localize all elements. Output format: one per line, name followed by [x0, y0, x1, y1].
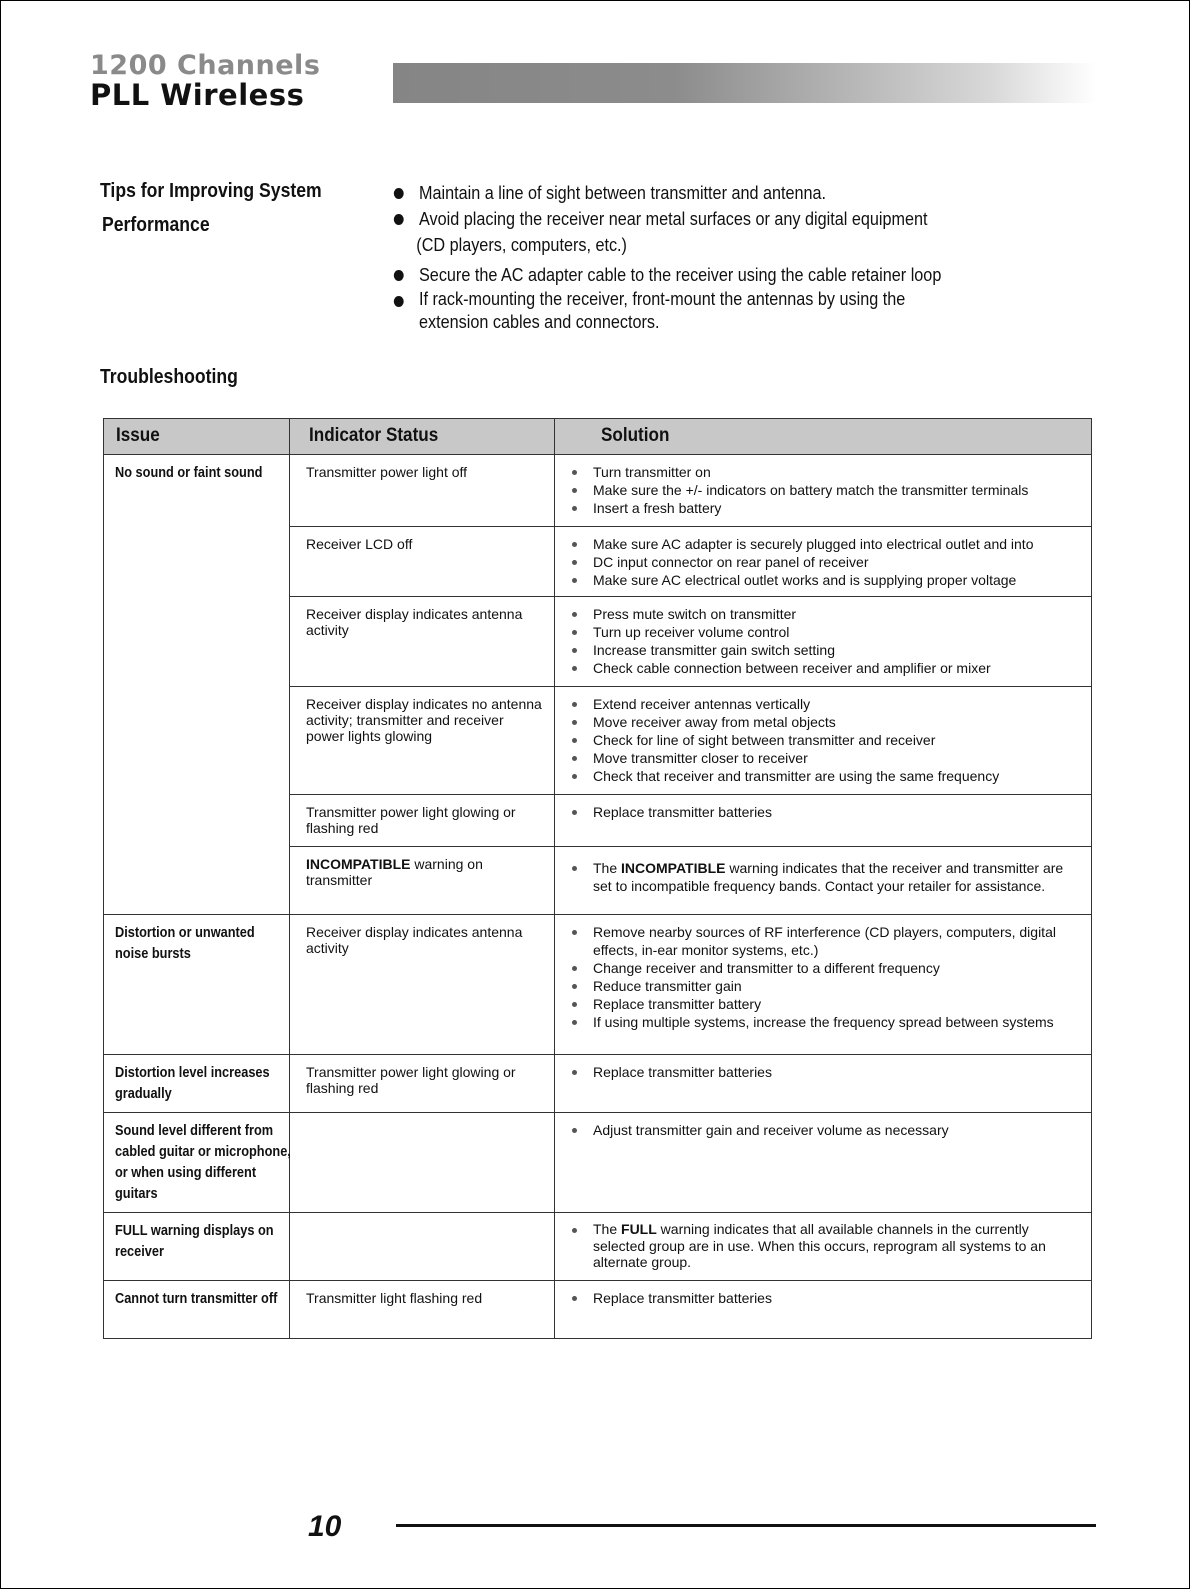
bullet-icon [572, 506, 577, 511]
tips-title-line1: Tips for Improving System [100, 180, 322, 202]
table-row [104, 1281, 1092, 1339]
troubleshooting-title: Troubleshooting [100, 366, 238, 388]
indicator-cell [290, 1113, 555, 1213]
bullet-icon [572, 1228, 577, 1233]
solution-item: Insert a fresh battery [571, 499, 1081, 517]
footer-rule [396, 1524, 1096, 1527]
issue-cell: Distortion level increases gradually [104, 1055, 290, 1113]
tip-item: Maintain a line of sight between transmitter and antenna. [392, 180, 1040, 206]
indicator-cell: Transmitter power light off [290, 455, 555, 527]
solution-item: DC input connector on rear panel of receiver [571, 553, 1081, 571]
issue-cell: Distortion or unwanted noise bursts [104, 915, 290, 1055]
page-number: 10 [308, 1510, 342, 1543]
solution-cell [555, 847, 1092, 915]
bullet-icon [572, 578, 577, 583]
solution-cell [555, 455, 1092, 527]
solution-item: Replace transmitter battery [571, 995, 1081, 1013]
bullet-icon [572, 774, 577, 779]
bullet-icon [572, 966, 577, 971]
issue-cell: FULL warning displays on receiver [104, 1213, 290, 1281]
table-row [104, 455, 1092, 527]
solution-item: Make sure AC adapter is securely plugged into electrical outlet and into [571, 535, 1081, 553]
brand-logo [90, 52, 380, 110]
column-header-indicator: Indicator Status [290, 419, 555, 455]
bullet-icon [572, 984, 577, 989]
solution-item: If using multiple systems, increase the frequency spread between systems [571, 1013, 1081, 1031]
bullet-icon [572, 810, 577, 815]
solution-cell [555, 915, 1092, 1055]
bullet-icon [572, 866, 577, 871]
indicator-cell: Receiver LCD off [290, 527, 555, 597]
solution-item: Remove nearby sources of RF interference (CD players, computers, digital effects, in-ear monitor systems, etc.) [571, 923, 1081, 959]
solution-item: The INCOMPATIBLE warning indicates that the receiver and transmitter are set to incompatible frequency bands. Contact your retailer for assistance. [571, 859, 1081, 895]
issue-cell: Cannot turn transmitter off [104, 1281, 290, 1339]
solution-item: Check for line of sight between transmitter and receiver [571, 731, 1081, 749]
bullet-icon [394, 270, 404, 281]
brand-top-text: 1200 Channels [90, 50, 321, 81]
header-gradient-bar [393, 63, 1096, 103]
indicator-cell: INCOMPATIBLE warning on transmitter [290, 847, 555, 915]
solution-item: Check that receiver and transmitter are using the same frequency [571, 767, 1081, 785]
solution-item: Replace transmitter batteries [571, 1063, 1081, 1081]
indicator-cell: Transmitter light flashing red [290, 1281, 555, 1339]
bullet-icon [572, 1002, 577, 1007]
bullet-icon [572, 1070, 577, 1075]
table-header-row [104, 419, 1092, 455]
solution-item: Turn transmitter on [571, 463, 1081, 481]
solution-item: Replace transmitter batteries [571, 1289, 1081, 1307]
solution-item: Adjust transmitter gain and receiver volume as necessary [571, 1121, 1081, 1139]
solution-cell [555, 687, 1092, 795]
indicator-cell: Transmitter power light glowing or flashing red [290, 1055, 555, 1113]
indicator-cell: Receiver display indicates antenna activity [290, 597, 555, 687]
solution-item: Change receiver and transmitter to a different frequency [571, 959, 1081, 977]
solution-item: The FULL warning indicates that all available channels in the currently selected group are in use. When this occurs, reprogram all systems to an alternate group. [571, 1221, 1081, 1271]
solution-cell [555, 1281, 1092, 1339]
tip-item: Secure the AC adapter cable to the receiver using the cable retainer loop [392, 262, 1040, 288]
solution-item: Make sure the +/- indicators on battery match the transmitter terminals [571, 481, 1081, 499]
solution-item: Make sure AC electrical outlet works and is supplying proper voltage [571, 571, 1081, 589]
solution-item: Check cable connection between receiver and amplifier or mixer [571, 659, 1081, 677]
bullet-icon [572, 738, 577, 743]
tip-item: If rack-mounting the receiver, front-mount the antennas by using the [392, 288, 1040, 311]
solution-item: Turn up receiver volume control [571, 623, 1081, 641]
bullet-icon [572, 560, 577, 565]
bullet-icon [394, 296, 404, 307]
solution-cell [555, 1213, 1092, 1281]
table-row [104, 1113, 1092, 1213]
solution-cell [555, 1113, 1092, 1213]
solution-cell [555, 527, 1092, 597]
column-header-solution: Solution [555, 419, 1092, 455]
tip-item-continuation: (CD players, computers, etc.) [416, 235, 627, 255]
solution-item: Increase transmitter gain switch setting [571, 641, 1081, 659]
bullet-icon [572, 930, 577, 935]
bullet-icon [572, 470, 577, 475]
solution-cell [555, 795, 1092, 847]
tips-list [392, 180, 1112, 334]
indicator-cell: Receiver display indicates antenna activity [290, 915, 555, 1055]
indicator-cell: Transmitter power light glowing or flashing red [290, 795, 555, 847]
incompatible-label: INCOMPATIBLE [306, 856, 411, 872]
table-row [104, 1055, 1092, 1113]
troubleshooting-table [103, 418, 1092, 1339]
bullet-icon [572, 1128, 577, 1133]
solution-item: Move receiver away from metal objects [571, 713, 1081, 731]
solution-item: Press mute switch on transmitter [571, 605, 1081, 623]
table-row [104, 915, 1092, 1055]
bullet-icon [572, 1020, 577, 1025]
solution-item: Reduce transmitter gain [571, 977, 1081, 995]
tip-item-continuation: extension cables and connectors. [419, 312, 660, 332]
indicator-cell: Receiver display indicates no antenna activity; transmitter and receiver power lights glowing [290, 687, 555, 795]
bullet-icon [572, 630, 577, 635]
column-header-issue: Issue [104, 419, 290, 455]
solution-item: Replace transmitter batteries [571, 803, 1081, 821]
bullet-icon [572, 488, 577, 493]
table-row [104, 1213, 1092, 1281]
bullet-icon [572, 720, 577, 725]
tip-item: Avoid placing the receiver near metal surfaces or any digital equipment [392, 206, 1040, 232]
solution-cell [555, 597, 1092, 687]
bullet-icon [572, 612, 577, 617]
bullet-icon [572, 666, 577, 671]
indicator-cell [290, 1213, 555, 1281]
bullet-icon [572, 542, 577, 547]
bullet-icon [572, 702, 577, 707]
bullet-icon [394, 188, 404, 199]
issue-cell: No sound or faint sound [104, 455, 290, 915]
issue-cell: Sound level different from cabled guitar or microphone, or when using different guitars [104, 1113, 290, 1213]
bullet-icon [572, 1296, 577, 1301]
solution-cell [555, 1055, 1092, 1113]
bullet-icon [394, 214, 404, 225]
brand-bottom-text: PLL Wireless [90, 78, 305, 112]
solution-item: Extend receiver antennas vertically [571, 695, 1081, 713]
bullet-icon [572, 756, 577, 761]
tips-title-line2: Performance [102, 214, 210, 236]
bullet-icon [572, 648, 577, 653]
solution-item: Move transmitter closer to receiver [571, 749, 1081, 767]
